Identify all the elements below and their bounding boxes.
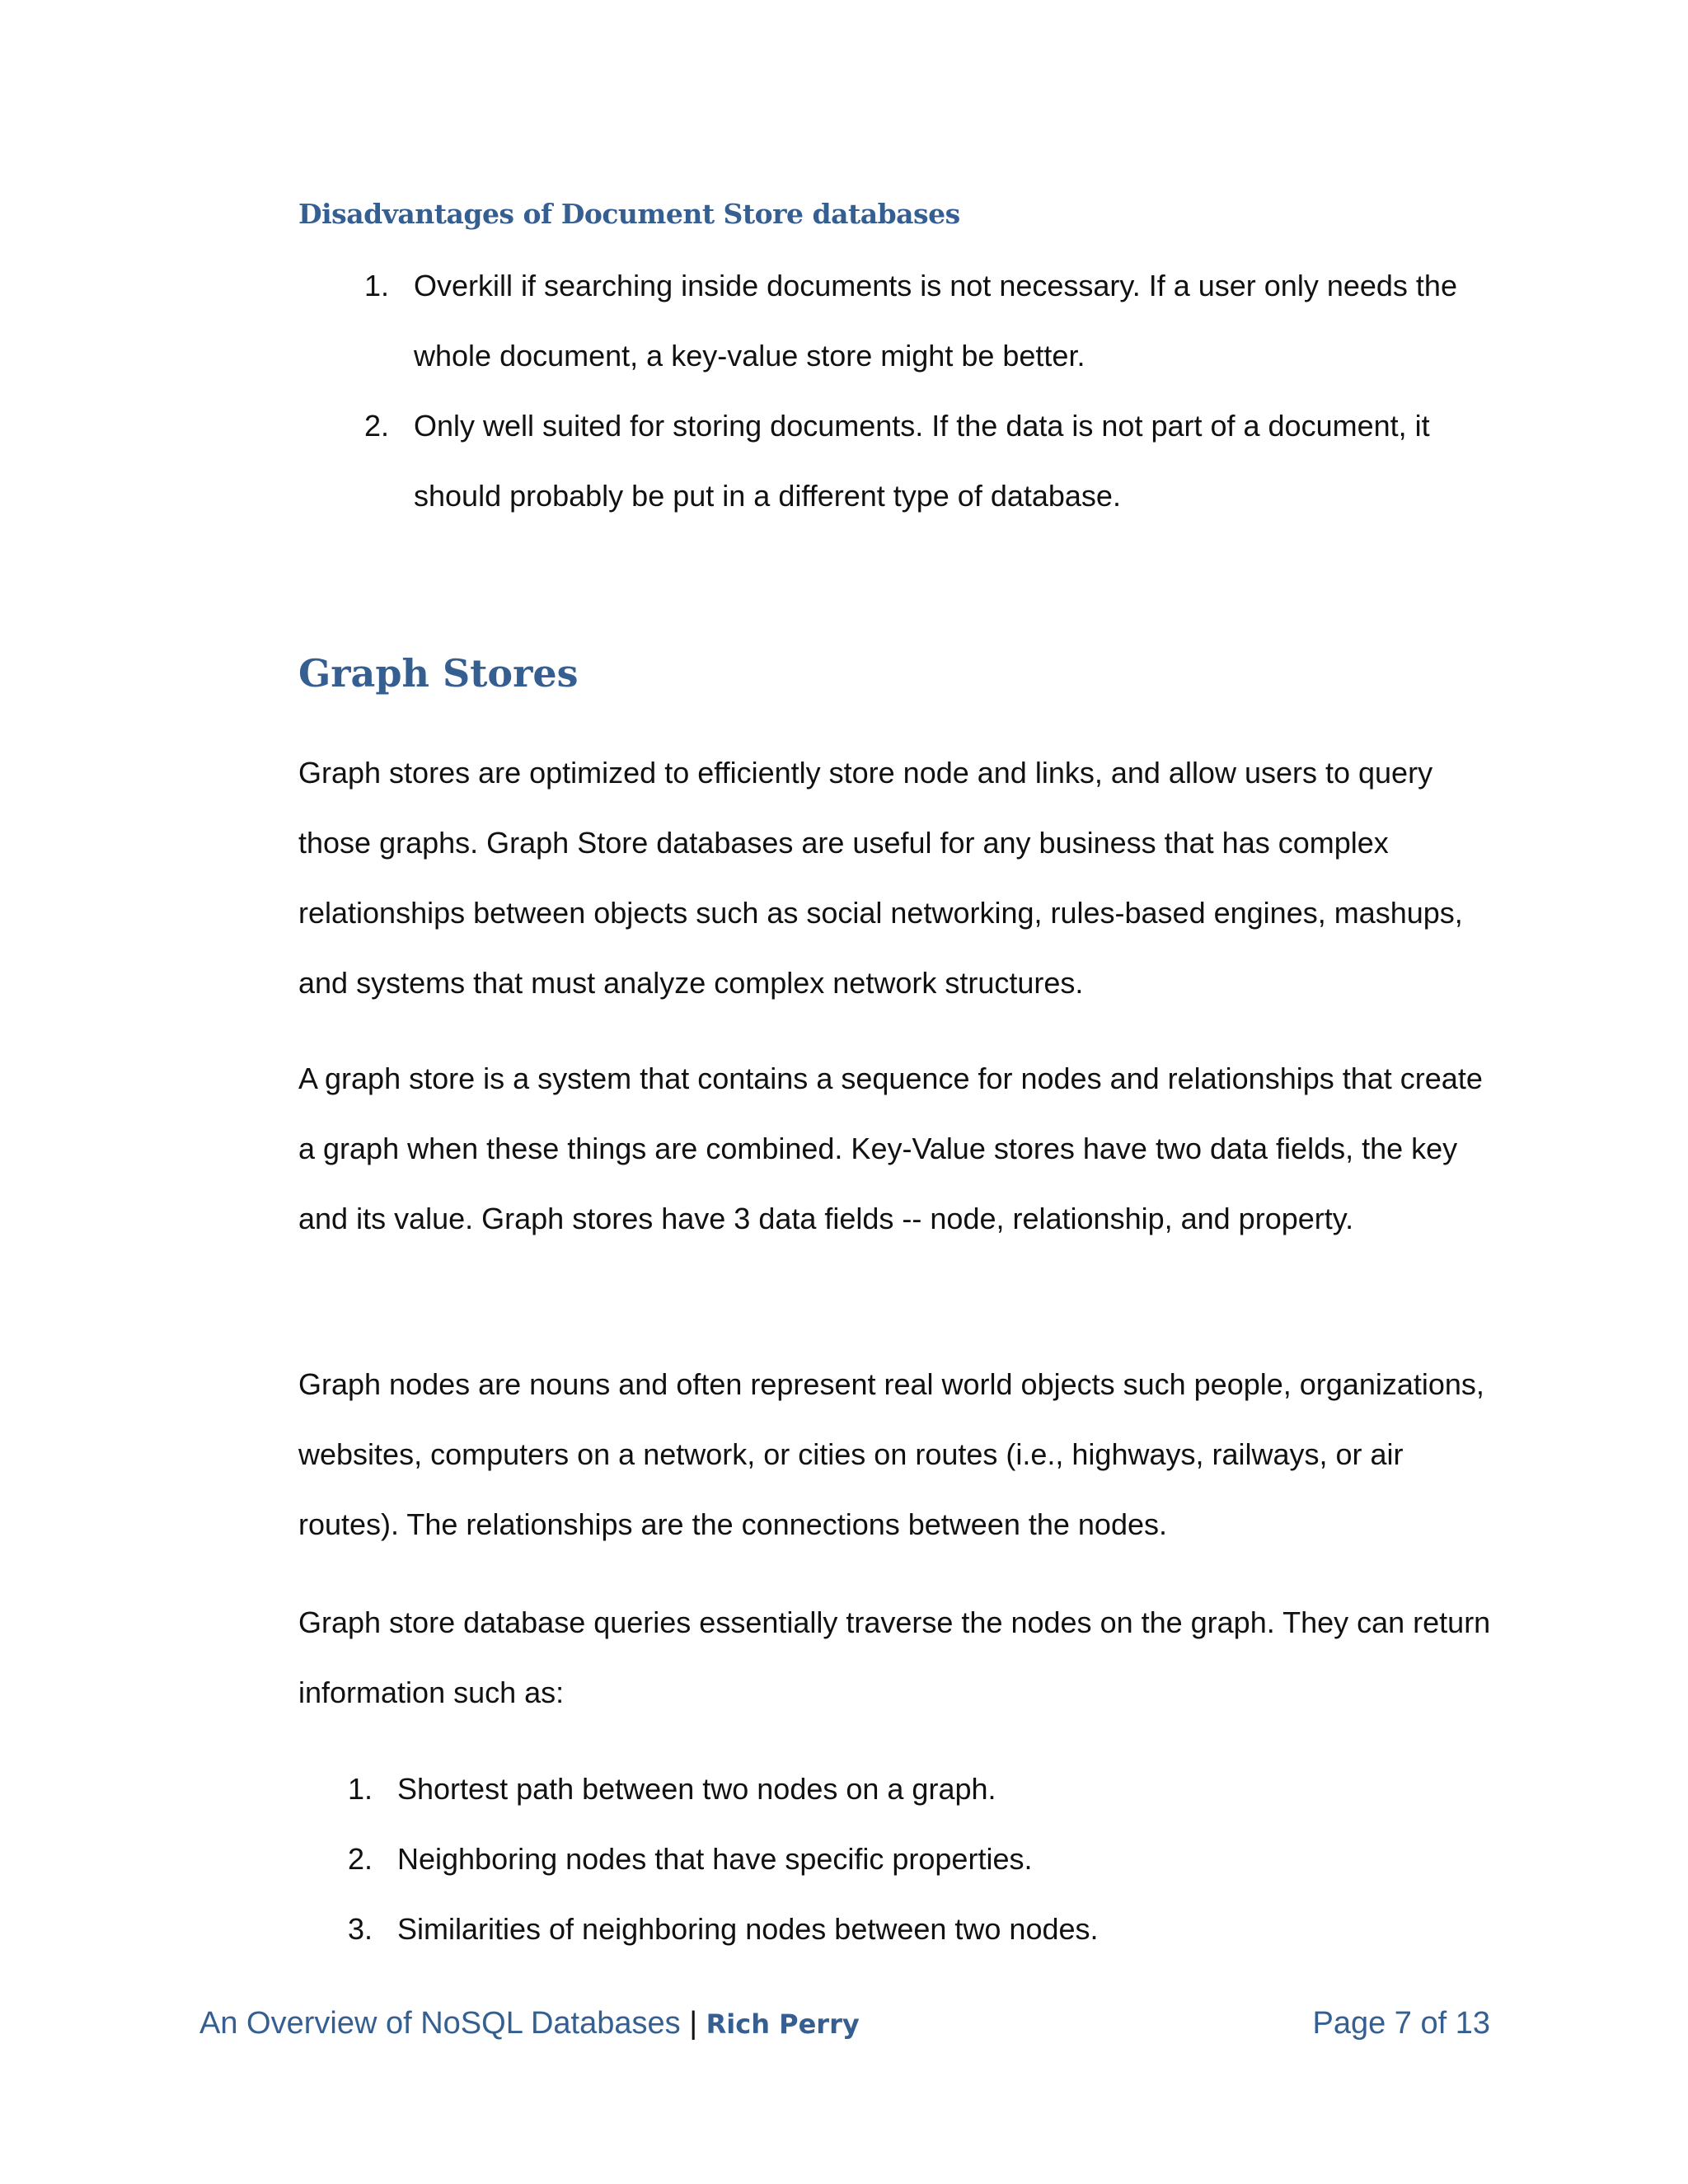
list-item-text: Overkill if searching inside documents is not necessary. If a user only needs the whole document, a key-value store might be better.	[414, 269, 1457, 373]
footer-separator: |	[689, 2006, 698, 2041]
list-item-number: 3.	[348, 1912, 373, 1946]
footer-author: Rich Perry	[706, 2008, 860, 2040]
list-item-text: Only well suited for storing documents. If the data is not part of a document, it should probably be put in a different type of database.	[414, 409, 1430, 513]
list-item	[348, 1824, 1469, 1894]
disadvantages-heading: Disadvantages of Document Store databases	[298, 198, 960, 230]
list-item	[364, 251, 1485, 391]
list-item-number: 2.	[348, 1842, 373, 1876]
query-results-list	[348, 1754, 1469, 1964]
disadvantages-list	[364, 251, 1485, 531]
paragraph: Graph store database queries essentially traverse the nodes on the graph. They can return information such as:	[298, 1605, 1491, 1709]
list-item	[364, 391, 1485, 531]
graph-stores-heading: Graph Stores	[298, 651, 579, 696]
page-number: Page 7 of 13	[1312, 2006, 1490, 2041]
paragraph: A graph store is a system that contains a sequence for nodes and relationships that create a graph when these things are combined. Key-Value stores have two data fields, the key and its value. Graph stores have 3 data fields -- node, relationship, and property.	[298, 1062, 1483, 1235]
list-item	[348, 1894, 1469, 1964]
list-item-number: 2.	[364, 409, 390, 443]
list-item-text: Neighboring nodes that have specific properties.	[397, 1842, 1033, 1876]
footer-title-block	[199, 2006, 860, 2041]
footer-title: An Overview of NoSQL Databases	[199, 2006, 681, 2041]
list-item-text: Similarities of neighboring nodes between two nodes.	[397, 1912, 1099, 1946]
paragraph: Graph nodes are nouns and often represent real world objects such people, organizations, websites, computers on a network, or cities on routes (i.e., highways, railways, or air routes). The relationships are the connections between the nodes.	[298, 1367, 1484, 1541]
list-item	[348, 1754, 1469, 1824]
list-item-number: 1.	[348, 1772, 373, 1806]
list-item-text: Shortest path between two nodes on a graph.	[397, 1772, 996, 1806]
list-item-number: 1.	[364, 269, 390, 302]
paragraph: Graph stores are optimized to efficiently store node and links, and allow users to query those graphs. Graph Store databases are useful for any business that has complex relationships between objects such as social networking, rules-based engines, mashups, and systems that must analyze complex network structures.	[298, 756, 1463, 1000]
